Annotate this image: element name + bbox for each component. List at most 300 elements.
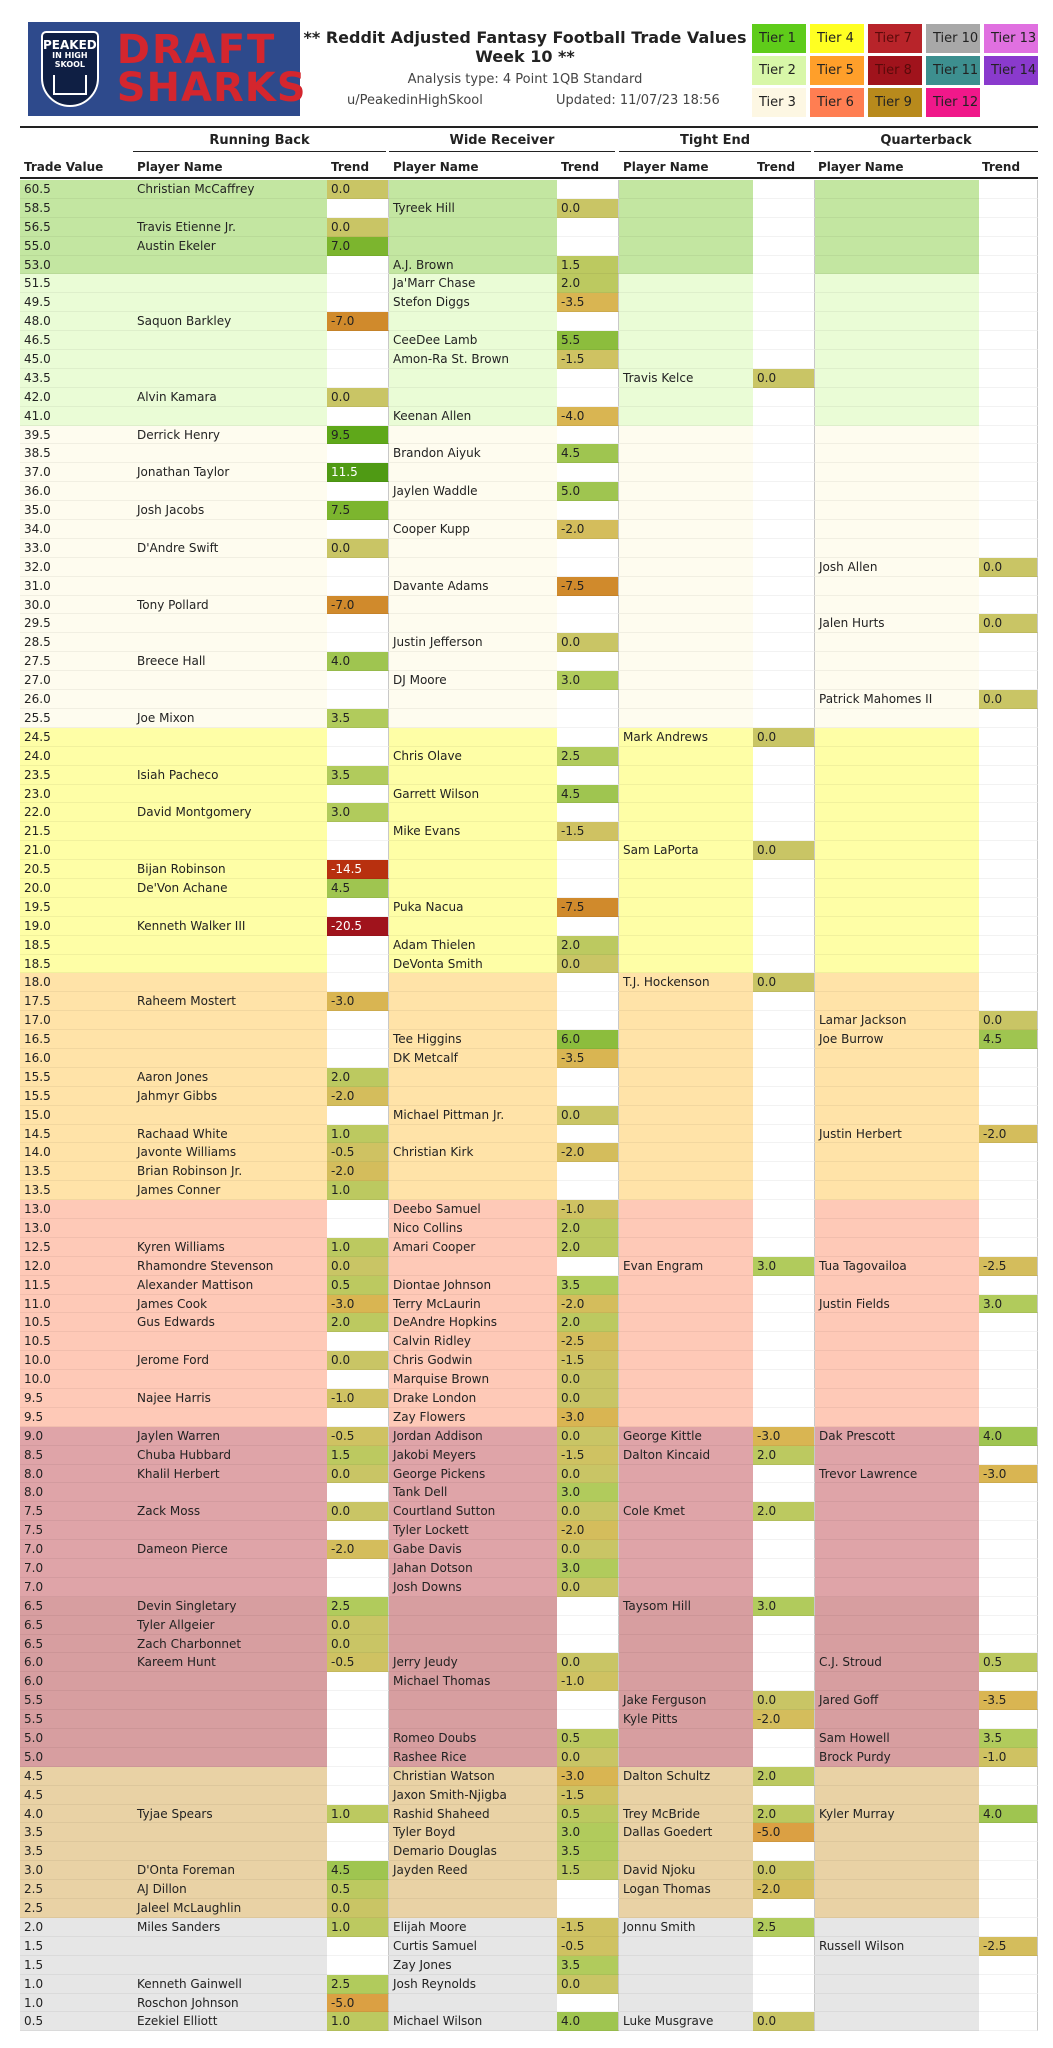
qb-player (815, 1313, 979, 1332)
rb-player (133, 633, 327, 652)
wr-player (389, 690, 557, 709)
rb-player: David Montgomery (133, 803, 327, 822)
rb-trend (327, 955, 389, 974)
rb-trend (327, 1200, 389, 1219)
te-trend: -2.0 (753, 1710, 815, 1729)
qb-player (815, 1446, 979, 1465)
table-row (20, 1899, 1038, 1918)
rb-player (133, 520, 327, 539)
wr-trend (557, 973, 619, 992)
te-player: Dalton Schultz (619, 1767, 753, 1786)
rb-player (133, 577, 327, 596)
group-underline (814, 151, 1038, 152)
wr-player (389, 1125, 557, 1144)
te-trend: -2.0 (753, 1880, 815, 1899)
table-row (20, 463, 1038, 482)
qb-trend: -2.5 (979, 1257, 1038, 1276)
trade-value: 27.5 (20, 652, 133, 671)
rb-trend: 2.0 (327, 1313, 389, 1332)
qb-trend (979, 1087, 1038, 1106)
te-trend (753, 690, 815, 709)
qb-trend (979, 1351, 1038, 1370)
tier-swatch: Tier 3 (752, 88, 806, 117)
qb-trend (979, 482, 1038, 501)
rb-trend (327, 1049, 389, 1068)
te-trend (753, 1370, 815, 1389)
trade-value: 20.5 (20, 860, 133, 879)
qb-player: Dak Prescott (815, 1427, 979, 1446)
te-player (619, 1068, 753, 1087)
te-player (619, 482, 753, 501)
wr-player: Chris Olave (389, 747, 557, 766)
qb-player (815, 407, 979, 426)
trade-value: 6.5 (20, 1616, 133, 1635)
te-trend (753, 1219, 815, 1238)
rb-player (133, 1748, 327, 1767)
table-row (20, 293, 1038, 312)
qb-player (815, 1823, 979, 1842)
qb-player: Justin Fields (815, 1295, 979, 1314)
te-player (619, 879, 753, 898)
rb-player: Joe Mixon (133, 709, 327, 728)
rb-trend (327, 1332, 389, 1351)
te-player (619, 444, 753, 463)
qb-trend (979, 1446, 1038, 1465)
rb-player (133, 1823, 327, 1842)
wr-trend (557, 1011, 619, 1030)
qb-player (815, 936, 979, 955)
rb-player (133, 369, 327, 388)
tier-swatch: Tier 4 (810, 24, 864, 53)
wr-player: Rashid Shaheed (389, 1805, 557, 1824)
qb-trend (979, 1880, 1038, 1899)
te-trend (753, 1729, 815, 1748)
trade-value: 12.5 (20, 1238, 133, 1257)
qb-trend: 0.0 (979, 558, 1038, 577)
qb-player (815, 1861, 979, 1880)
te-trend (753, 803, 815, 822)
te-player (619, 1370, 753, 1389)
table-row (20, 766, 1038, 785)
te-player (619, 898, 753, 917)
te-player (619, 614, 753, 633)
rb-player (133, 1842, 327, 1861)
wr-trend: 0.0 (557, 199, 619, 218)
rb-trend: 3.0 (327, 803, 389, 822)
table-row (20, 1143, 1038, 1162)
te-player (619, 407, 753, 426)
table-row (20, 1937, 1038, 1956)
rb-trend (327, 293, 389, 312)
rb-trend: 0.0 (327, 388, 389, 407)
wr-player: Brandon Aiyuk (389, 444, 557, 463)
rb-trend (327, 1408, 389, 1427)
qb-player (815, 1068, 979, 1087)
qb-player (815, 1635, 979, 1654)
te-player (619, 1049, 753, 1068)
te-trend (753, 1994, 815, 2013)
wr-player: Christian Kirk (389, 1143, 557, 1162)
wr-player: Curtis Samuel (389, 1937, 557, 1956)
qb-trend (979, 1918, 1038, 1937)
wr-trend: -2.0 (557, 1143, 619, 1162)
qb-player (815, 1276, 979, 1295)
wr-trend: 0.0 (557, 1748, 619, 1767)
qb-player (815, 955, 979, 974)
group-running-back: Running Back (209, 133, 310, 148)
rb-trend: 2.5 (327, 1597, 389, 1616)
qb-trend (979, 822, 1038, 841)
qb-player (815, 671, 979, 690)
qb-player (815, 463, 979, 482)
rb-trend: -3.0 (327, 992, 389, 1011)
qb-trend: 0.0 (979, 690, 1038, 709)
rb-player: Khalil Herbert (133, 1465, 327, 1484)
wr-trend (557, 180, 619, 199)
qb-trend (979, 803, 1038, 822)
rb-player (133, 1710, 327, 1729)
rb-trend (327, 1559, 389, 1578)
wr-trend: -3.5 (557, 1049, 619, 1068)
rb-trend: 1.5 (327, 1446, 389, 1465)
wr-player (389, 728, 557, 747)
table-row (20, 822, 1038, 841)
te-player (619, 237, 753, 256)
te-trend (753, 596, 815, 615)
te-player (619, 1748, 753, 1767)
rb-trend: 1.0 (327, 1181, 389, 1200)
qb-trend: 0.0 (979, 1011, 1038, 1030)
trade-value: 53.0 (20, 256, 133, 275)
rb-player: Tyjae Spears (133, 1805, 327, 1824)
te-player (619, 1540, 753, 1559)
table-row (20, 1087, 1038, 1106)
te-player (619, 671, 753, 690)
qb-trend (979, 1200, 1038, 1219)
qb-trend (979, 1956, 1038, 1975)
te-trend (753, 1408, 815, 1427)
wr-player: Cooper Kupp (389, 520, 557, 539)
qb-trend (979, 917, 1038, 936)
trade-value: 17.5 (20, 992, 133, 1011)
trade-value: 7.5 (20, 1502, 133, 1521)
trade-value: 34.0 (20, 520, 133, 539)
rb-trend: -0.5 (327, 1427, 389, 1446)
rb-trend: 1.0 (327, 1238, 389, 1257)
qb-trend (979, 293, 1038, 312)
rb-trend: 3.5 (327, 709, 389, 728)
trade-value: 0.5 (20, 2012, 133, 2031)
rb-player: Zach Charbonnet (133, 1635, 327, 1654)
trade-value: 8.5 (20, 1446, 133, 1465)
wr-player: Tyreek Hill (389, 199, 557, 218)
te-trend (753, 633, 815, 652)
qb-player (815, 199, 979, 218)
rb-player (133, 407, 327, 426)
qb-trend: -1.0 (979, 1748, 1038, 1767)
qb-player (815, 293, 979, 312)
tier-swatch: Tier 2 (752, 56, 806, 85)
table-row (20, 1106, 1038, 1125)
qb-trend: 4.5 (979, 1030, 1038, 1049)
table-row (20, 1162, 1038, 1181)
te-trend (753, 766, 815, 785)
te-player (619, 1483, 753, 1502)
wr-trend: 0.0 (557, 1106, 619, 1125)
qb-trend (979, 1049, 1038, 1068)
rb-player (133, 747, 327, 766)
trade-value: 9.5 (20, 1389, 133, 1408)
te-trend (753, 992, 815, 1011)
qb-trend: 0.0 (979, 614, 1038, 633)
wr-trend: -3.0 (557, 1767, 619, 1786)
table-row (20, 596, 1038, 615)
wr-player: Terry McLaurin (389, 1295, 557, 1314)
te-player (619, 1672, 753, 1691)
trade-value: 5.0 (20, 1729, 133, 1748)
te-trend (753, 709, 815, 728)
rb-trend (327, 577, 389, 596)
te-trend (753, 898, 815, 917)
wr-trend: 0.0 (557, 1465, 619, 1484)
rb-trend: 0.5 (327, 1276, 389, 1295)
trade-value: 39.5 (20, 426, 133, 445)
trade-value: 19.0 (20, 917, 133, 936)
wr-player: Chris Godwin (389, 1351, 557, 1370)
rb-trend (327, 1691, 389, 1710)
trade-value: 14.0 (20, 1143, 133, 1162)
rb-player: Isiah Pacheco (133, 766, 327, 785)
qb-trend (979, 1068, 1038, 1087)
trade-value: 5.0 (20, 1748, 133, 1767)
wr-trend: 1.5 (557, 1861, 619, 1880)
wr-player: Drake London (389, 1389, 557, 1408)
qb-player (815, 1994, 979, 2013)
qb-player (815, 1956, 979, 1975)
rb-trend: 2.5 (327, 1975, 389, 1994)
trade-value: 7.0 (20, 1578, 133, 1597)
rb-trend: 0.5 (327, 1880, 389, 1899)
trade-value: 17.0 (20, 1011, 133, 1030)
te-player (619, 1521, 753, 1540)
rb-player (133, 1729, 327, 1748)
qb-trend (979, 1786, 1038, 1805)
te-trend: 0.0 (753, 841, 815, 860)
qb-player (815, 218, 979, 237)
qb-trend (979, 1899, 1038, 1918)
trade-value: 16.0 (20, 1049, 133, 1068)
rb-trend: 3.5 (327, 766, 389, 785)
rb-player (133, 614, 327, 633)
wr-trend (557, 539, 619, 558)
wr-player (389, 1616, 557, 1635)
trade-value: 26.0 (20, 690, 133, 709)
qb-trend (979, 350, 1038, 369)
trade-value: 10.5 (20, 1332, 133, 1351)
wr-trend (557, 1691, 619, 1710)
trade-value: 13.0 (20, 1200, 133, 1219)
wr-player (389, 709, 557, 728)
table-row (20, 2012, 1038, 2031)
table-row (20, 747, 1038, 766)
te-trend (753, 614, 815, 633)
qb-trend (979, 785, 1038, 804)
te-trend: 2.0 (753, 1805, 815, 1824)
te-trend (753, 199, 815, 218)
wr-trend: -2.0 (557, 1295, 619, 1314)
qb-player (815, 1880, 979, 1899)
qb-player (815, 1370, 979, 1389)
qb-trend (979, 955, 1038, 974)
wr-trend: 5.5 (557, 331, 619, 350)
trade-value: 1.0 (20, 1994, 133, 2013)
table-row (20, 312, 1038, 331)
rb-trend: -2.0 (327, 1162, 389, 1181)
table-row (20, 331, 1038, 350)
te-player (619, 1351, 753, 1370)
trade-value: 18.5 (20, 936, 133, 955)
wr-trend: 0.5 (557, 1805, 619, 1824)
rb-player (133, 1691, 327, 1710)
trade-value: 42.0 (20, 388, 133, 407)
qb-player (815, 633, 979, 652)
te-trend (753, 1465, 815, 1484)
wr-player: Mike Evans (389, 822, 557, 841)
qb-trend: -2.5 (979, 1937, 1038, 1956)
wr-player: Nico Collins (389, 1219, 557, 1238)
wr-trend: -3.5 (557, 293, 619, 312)
wr-trend: 2.0 (557, 1313, 619, 1332)
table-row (20, 199, 1038, 218)
trade-value: 4.0 (20, 1805, 133, 1824)
rb-player (133, 293, 327, 312)
trade-value: 5.5 (20, 1691, 133, 1710)
rb-player (133, 1672, 327, 1691)
wr-player (389, 596, 557, 615)
rb-player (133, 1030, 327, 1049)
qb-trend (979, 407, 1038, 426)
wr-trend (557, 237, 619, 256)
te-player (619, 558, 753, 577)
trade-value: 38.5 (20, 444, 133, 463)
wr-player (389, 1162, 557, 1181)
rb-player: Kenneth Gainwell (133, 1975, 327, 1994)
wr-trend (557, 426, 619, 445)
trade-value: 60.5 (20, 180, 133, 199)
wr-trend (557, 1994, 619, 2013)
table-row (20, 369, 1038, 388)
wr-player: Michael Pittman Jr. (389, 1106, 557, 1125)
trade-value: 14.5 (20, 1125, 133, 1144)
te-trend (753, 1672, 815, 1691)
wr-trend: 0.0 (557, 1389, 619, 1408)
trade-value: 1.5 (20, 1937, 133, 1956)
te-player (619, 1578, 753, 1597)
wr-player: Josh Reynolds (389, 1975, 557, 1994)
te-player: Taysom Hill (619, 1597, 753, 1616)
table-row (20, 482, 1038, 501)
te-trend (753, 1030, 815, 1049)
te-player (619, 1238, 753, 1257)
rb-trend (327, 973, 389, 992)
table-row (20, 917, 1038, 936)
te-player: Travis Kelce (619, 369, 753, 388)
te-trend: 3.0 (753, 1597, 815, 1616)
trade-value: 10.5 (20, 1313, 133, 1332)
qb-trend (979, 1861, 1038, 1880)
rb-trend (327, 331, 389, 350)
wr-trend (557, 1710, 619, 1729)
qb-player (815, 860, 979, 879)
trade-value: 25.5 (20, 709, 133, 728)
te-trend: 2.0 (753, 1446, 815, 1465)
rb-trend: 1.0 (327, 1918, 389, 1937)
logo-word-2: SHARKS (116, 65, 307, 111)
qb-player: Josh Allen (815, 558, 979, 577)
rb-player (133, 728, 327, 747)
rb-trend: -7.0 (327, 596, 389, 615)
qb-trend (979, 1106, 1038, 1125)
qb-player (815, 1200, 979, 1219)
qb-trend (979, 1370, 1038, 1389)
group-underline (619, 151, 811, 152)
table-row (20, 256, 1038, 275)
wr-trend: 0.0 (557, 1975, 619, 1994)
table-row (20, 539, 1038, 558)
qb-player: Jared Goff (815, 1691, 979, 1710)
qb-trend: 4.0 (979, 1427, 1038, 1446)
te-trend (753, 218, 815, 237)
table-row (20, 1370, 1038, 1389)
wr-trend (557, 463, 619, 482)
table-row (20, 1181, 1038, 1200)
qb-player (815, 1238, 979, 1257)
wr-player (389, 803, 557, 822)
wr-player: Tyler Boyd (389, 1823, 557, 1842)
qb-trend: 3.5 (979, 1729, 1038, 1748)
qb-trend (979, 444, 1038, 463)
qb-trend (979, 973, 1038, 992)
rb-trend (327, 841, 389, 860)
table-row (20, 501, 1038, 520)
rb-trend: -14.5 (327, 860, 389, 879)
rb-player: Raheem Mostert (133, 992, 327, 1011)
table-row (20, 1427, 1038, 1446)
qb-player (815, 331, 979, 350)
te-player (619, 709, 753, 728)
trade-value: 7.0 (20, 1540, 133, 1559)
te-player (619, 1408, 753, 1427)
rb-player (133, 841, 327, 860)
wr-player (389, 1635, 557, 1654)
rb-trend (327, 1370, 389, 1389)
table-row (20, 350, 1038, 369)
qb-player: Lamar Jackson (815, 1011, 979, 1030)
rb-player: James Conner (133, 1181, 327, 1200)
table-row (20, 1559, 1038, 1578)
rb-trend (327, 1030, 389, 1049)
rb-player (133, 1106, 327, 1125)
table-row (20, 1861, 1038, 1880)
rb-trend (327, 728, 389, 747)
wr-player: DeAndre Hopkins (389, 1313, 557, 1332)
wr-player (389, 1880, 557, 1899)
wr-trend: 4.5 (557, 785, 619, 804)
qb-player (815, 822, 979, 841)
te-trend (753, 785, 815, 804)
rb-trend: 0.0 (327, 218, 389, 237)
qb-trend (979, 1238, 1038, 1257)
